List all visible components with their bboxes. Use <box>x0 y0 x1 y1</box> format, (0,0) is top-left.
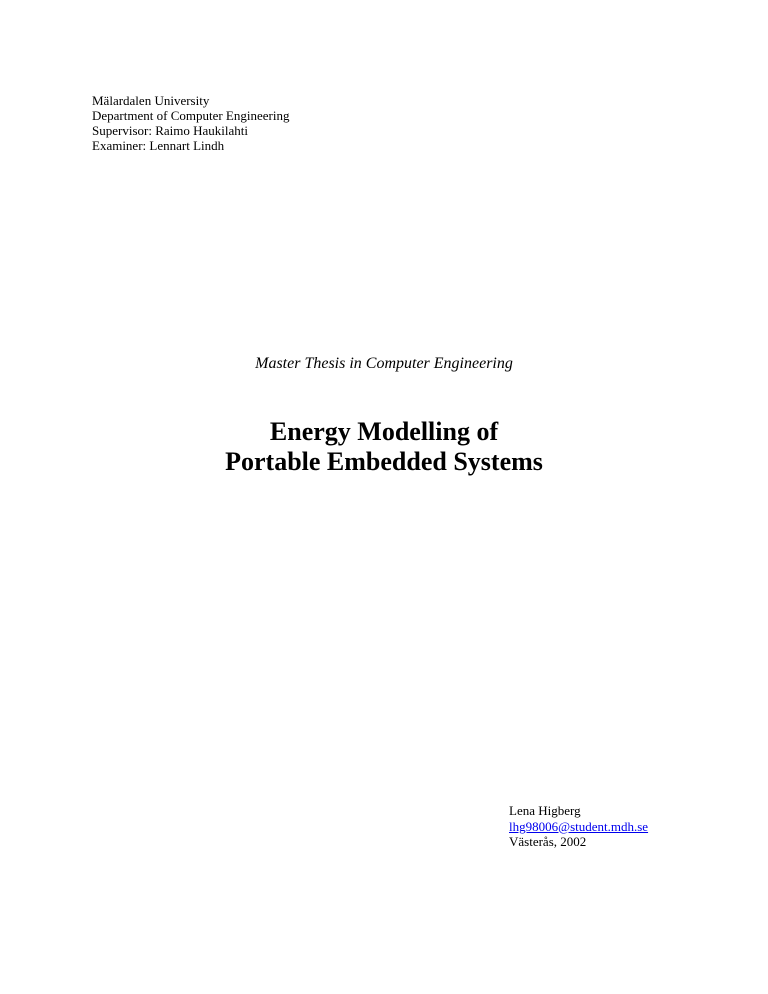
document-title <box>0 417 768 477</box>
examiner-line: Examiner: Lennart Lindh <box>92 138 225 153</box>
title-line-1: Energy Modelling of <box>269 417 499 446</box>
author-name: Lena Higberg <box>509 803 581 818</box>
university-name: Mälardalen University <box>92 93 210 108</box>
department-name: Department of Computer Engineering <box>92 108 290 123</box>
place-year: Västerås, 2002 <box>509 834 587 849</box>
institution-info <box>92 93 289 153</box>
author-email-link[interactable]: lhg98006@student.mdh.se <box>509 818 649 834</box>
title-line-2: Portable Embedded Systems <box>225 447 543 476</box>
thesis-type: Master Thesis in Computer Engineering <box>255 355 513 372</box>
supervisor-line: Supervisor: Raimo Haukilahti <box>92 123 248 138</box>
author-info <box>509 803 648 850</box>
